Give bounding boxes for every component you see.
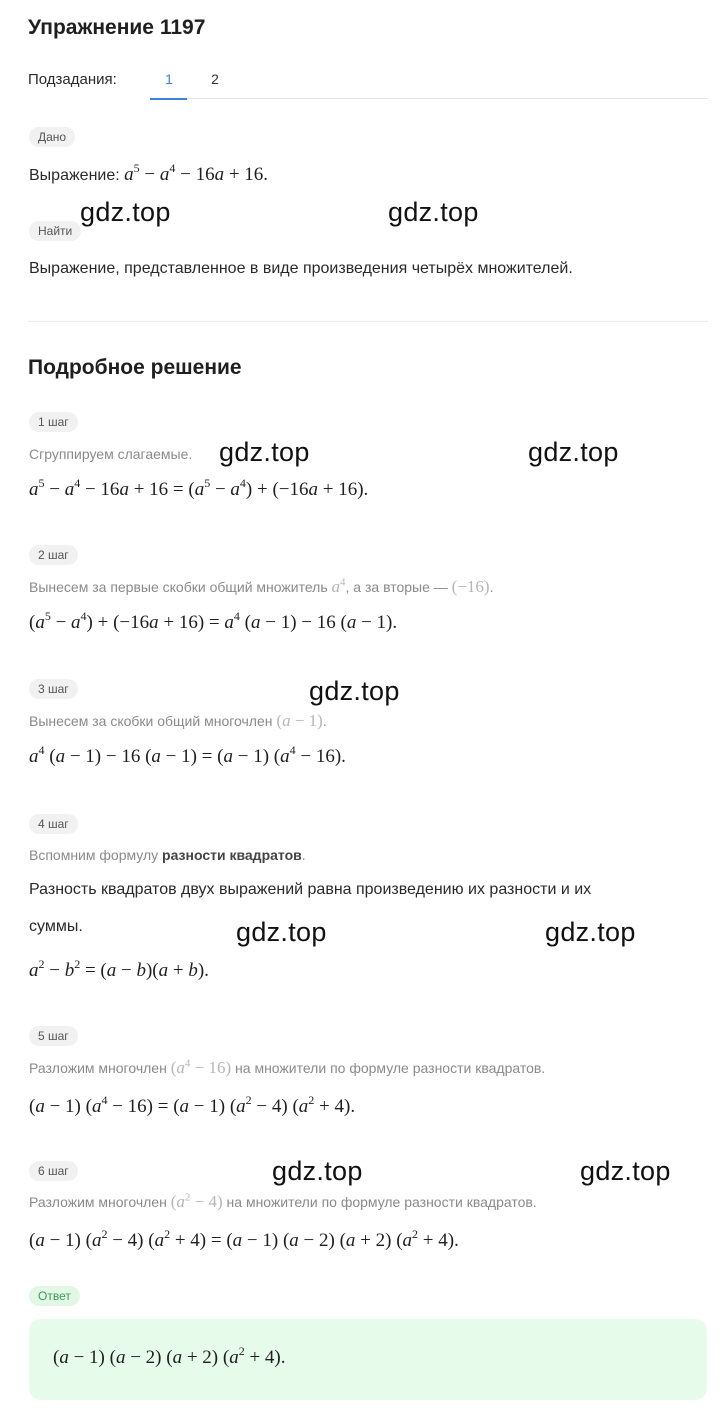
step-chip: 5 шаг xyxy=(29,1026,78,1046)
given-expression: $a^5 - a^4 - 16a + 16$. xyxy=(124,160,269,185)
active-tab-indicator xyxy=(150,98,187,100)
step-formula: $a^2 - b^2 = (a - b)(a + b)$. xyxy=(29,956,209,981)
step-formula: $(a^5 - a^4) + (-16a + 16) = a^4$ (a − 1) − 16 (a − 1). xyxy=(29,608,398,633)
answer-formula: (a − 1) (a − 2) (a + 2) $(a^2 + 4)$. xyxy=(53,1343,286,1368)
watermark: gdz.top xyxy=(309,676,400,706)
tab-subtask-2[interactable]: 2 xyxy=(211,71,219,87)
step-formula: $a^4$ (a − 1) − 16 (a − 1) = (a − 1) $(a^4 - 16)$. xyxy=(29,742,346,767)
step-description: Вспомним формулу разности квадратов. xyxy=(29,847,306,863)
subtasks-label: Подзадания: xyxy=(28,71,117,88)
watermark: gdz.top xyxy=(528,437,619,467)
watermark: gdz.top xyxy=(219,437,310,467)
watermark: gdz.top xyxy=(388,197,479,227)
step-chip: 2 шаг xyxy=(29,545,78,565)
given-line xyxy=(29,160,269,186)
rule-text-line-2: суммы. xyxy=(29,918,83,935)
step-description: Разложим многочлен $(a^4 - 16)$ на множители по формуле разности квадратов. xyxy=(29,1057,546,1077)
step-formula: (a − 1) $(a^2 - 4) (a^2 + 4) = (a - 1) (a - 2) (a + 2) (a^2 + 4)$. xyxy=(29,1226,459,1251)
step-chip: 1 шаг xyxy=(29,412,78,432)
section-divider xyxy=(28,321,708,322)
step-description: Вынесем за скобки общий многочлен (a − 1). xyxy=(29,711,327,730)
watermark: gdz.top xyxy=(80,197,171,227)
rule-text-line-1: Разность квадратов двух выражений равна произведению их разности и их xyxy=(29,881,592,898)
find-text: Выражение, представленное в виде произведения четырёх множителей. xyxy=(29,260,573,277)
step-description: Разложим многочлен $(a^2 - 4)$ на множители по формуле разности квадратов. xyxy=(29,1191,537,1211)
solution-title: Подробное решение xyxy=(28,356,242,379)
step-chip: 4 шаг xyxy=(29,814,78,834)
answer-chip: Ответ xyxy=(29,1286,80,1306)
tab-subtask-1[interactable]: 1 xyxy=(165,71,173,87)
page-title: Упражнение 1197 xyxy=(28,16,206,39)
watermark: gdz.top xyxy=(580,1156,671,1186)
step-chip: 3 шаг xyxy=(29,679,78,699)
step-description: Вынесем за первые скобки общий множитель $a^4$, а за вторые — (−16). xyxy=(29,576,494,596)
step-description: Сгруппируем слагаемые. xyxy=(29,446,193,462)
step-chip: 6 шаг xyxy=(29,1161,78,1181)
watermark: gdz.top xyxy=(236,917,327,947)
watermark: gdz.top xyxy=(272,1156,363,1186)
given-chip: Дано xyxy=(29,127,75,147)
tabs-divider xyxy=(150,98,708,99)
step-formula: (a − 1) $(a^4 - 16) = (a - 1) (a^2 - 4) (a^2 + 4)$. xyxy=(29,1092,356,1117)
watermark: gdz.top xyxy=(545,917,636,947)
given-prefix: Выражение: xyxy=(29,167,120,184)
find-chip: Найти xyxy=(29,221,81,241)
step-formula: $a^5 - a^4 - 16a + 16 = (a^5 - a^4) + (-16a + 16)$. xyxy=(29,475,369,500)
